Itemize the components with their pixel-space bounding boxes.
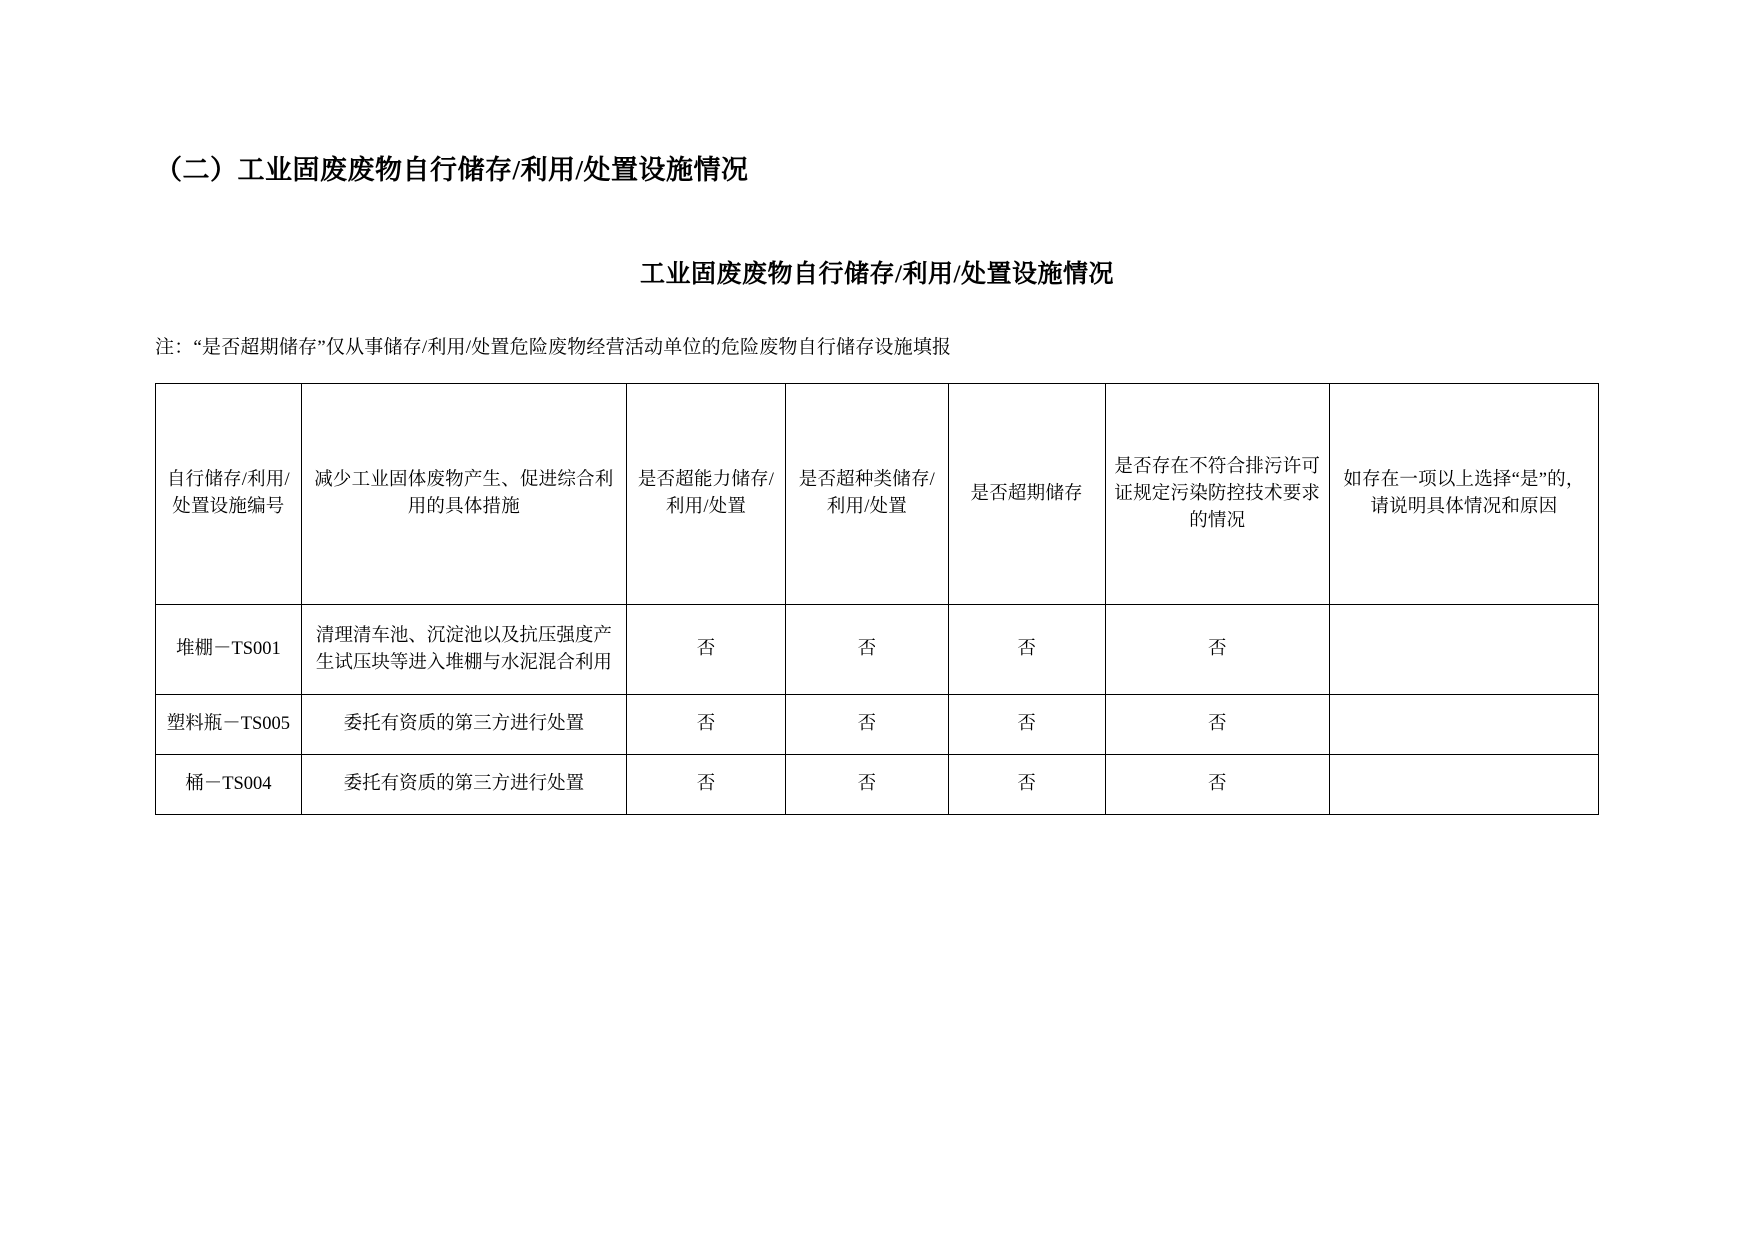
cell-over-period: 否 [948,695,1105,755]
cell-facility-id: 堆棚－TS001 [156,605,302,695]
cell-over-capacity: 否 [626,755,785,815]
cell-over-capacity: 否 [626,695,785,755]
cell-measures: 委托有资质的第三方进行处置 [301,755,626,815]
cell-non-compliance: 否 [1105,695,1329,755]
cell-over-capacity: 否 [626,605,785,695]
facilities-table [155,383,1599,815]
header-facility-id: 自行储存/利用/处置设施编号 [156,384,302,605]
header-over-capacity: 是否超能力储存/利用/处置 [626,384,785,605]
cell-over-period: 否 [948,755,1105,815]
page-title: 工业固废废物自行储存/利用/处置设施情况 [640,260,1114,288]
cell-explanation [1329,695,1598,755]
cell-explanation [1329,605,1598,695]
table-header-row [156,384,1599,605]
section-heading: （二）工业固废废物自行储存/利用/处置设施情况 [155,155,749,185]
header-explanation: 如存在一项以上选择“是”的，请说明具体情况和原因 [1329,384,1598,605]
cell-over-type: 否 [786,605,949,695]
header-non-compliance: 是否存在不符合排污许可证规定污染防控技术要求的情况 [1105,384,1329,605]
table-row [156,755,1599,815]
table-row [156,695,1599,755]
table-row [156,605,1599,695]
cell-facility-id: 桶－TS004 [156,755,302,815]
cell-non-compliance: 否 [1105,755,1329,815]
cell-measures: 委托有资质的第三方进行处置 [301,695,626,755]
table-note: 注：“是否超期储存”仅从事储存/利用/处置危险废物经营活动单位的危险废物自行储存设施填报 [155,336,952,358]
cell-measures: 清理清车池、沉淀池以及抗压强度产生试压块等进入堆棚与水泥混合利用 [301,605,626,695]
cell-facility-id: 塑料瓶－TS005 [156,695,302,755]
cell-over-period: 否 [948,605,1105,695]
header-over-period: 是否超期储存 [948,384,1105,605]
cell-explanation [1329,755,1598,815]
cell-over-type: 否 [786,695,949,755]
header-measures: 减少工业固体废物产生、促进综合利用的具体措施 [301,384,626,605]
header-over-type: 是否超种类储存/利用/处置 [786,384,949,605]
cell-over-type: 否 [786,755,949,815]
cell-non-compliance: 否 [1105,605,1329,695]
